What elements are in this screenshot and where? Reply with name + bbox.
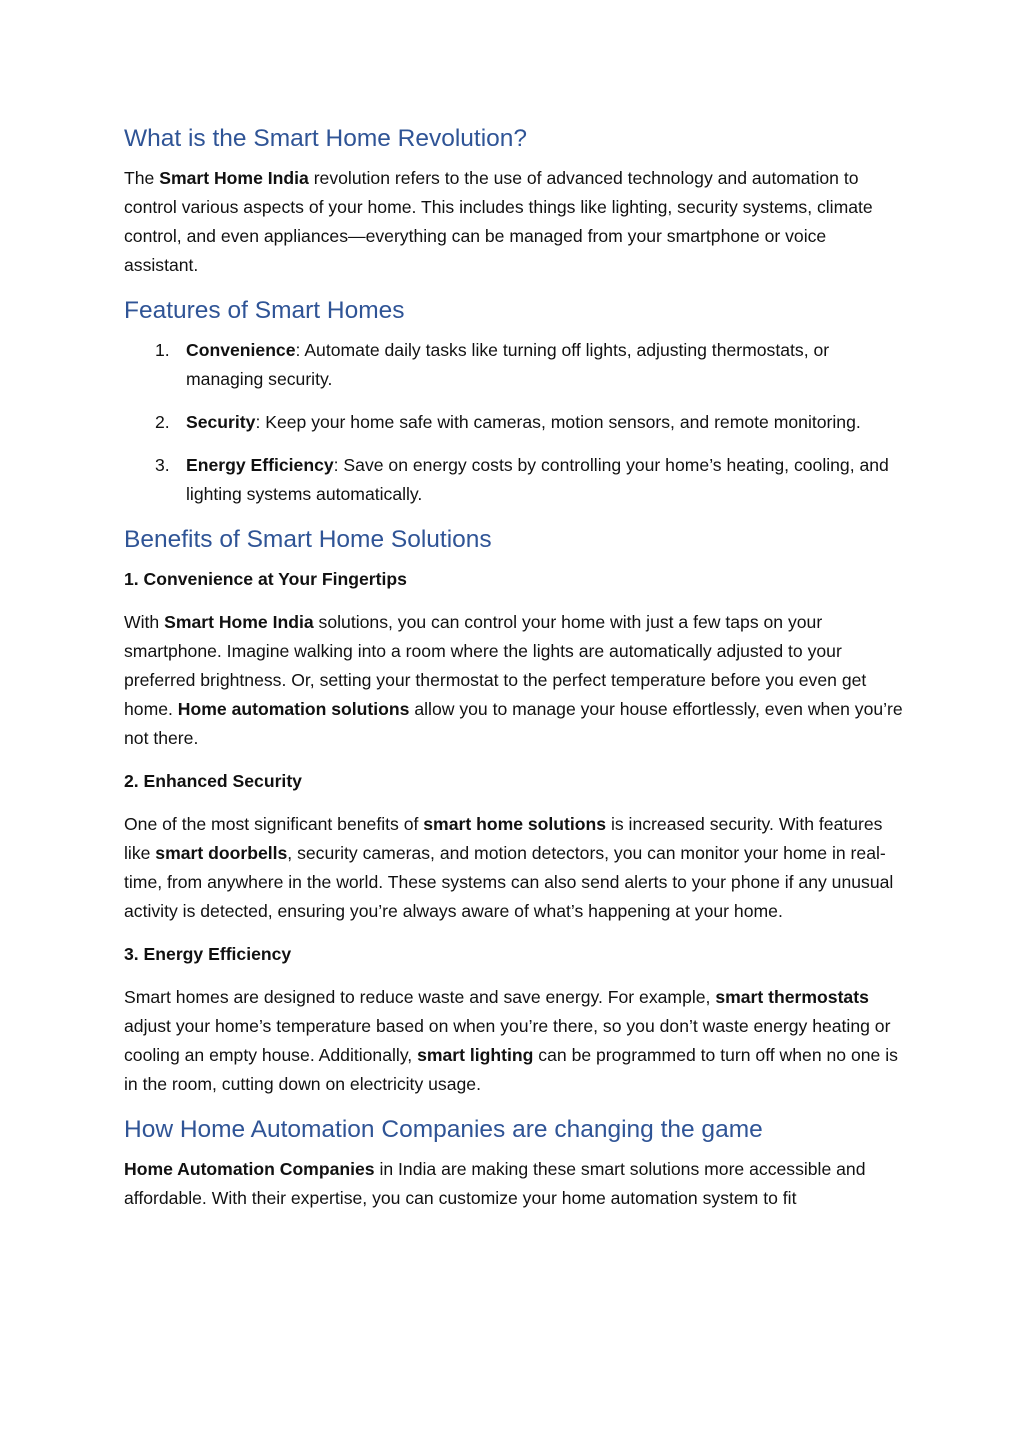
text: is increased security. With features like xyxy=(124,814,883,863)
bold-text: smart thermostats xyxy=(715,987,869,1007)
heading-benefits: Benefits of Smart Home Solutions xyxy=(124,526,492,553)
paragraph-companies xyxy=(124,1155,904,1213)
list-item xyxy=(124,408,904,437)
document-page xyxy=(124,122,904,1227)
text: can be programmed to turn off when no one is in the room, cutting down on electricity usage. xyxy=(124,1045,898,1094)
text: solutions, you can control your home with just a few taps on your smartphone. Imagine walking into a room where the lights are automatically adjusted to your preferred brightness. Or, setting your thermostat to the perfect temperature before you even get home. xyxy=(124,612,867,719)
text: With xyxy=(124,612,165,632)
paragraph-revolution-intro xyxy=(124,164,904,280)
subheading-convenience: 1. Convenience at Your Fingertips xyxy=(124,569,407,589)
features-list xyxy=(124,336,904,509)
text: allow you to manage your house effortlessly, even when you’re not there. xyxy=(124,699,903,748)
bold-text: Smart Home India xyxy=(164,612,314,632)
heading-features: Features of Smart Homes xyxy=(124,297,405,324)
text: One of the most significant benefits of xyxy=(124,814,424,834)
heading-smart-home-revolution: What is the Smart Home Revolution? xyxy=(124,125,528,152)
subheading-energy: 3. Energy Efficiency xyxy=(124,944,292,964)
list-item-title: Convenience xyxy=(186,340,296,360)
bold-text: smart doorbells xyxy=(155,843,288,863)
list-item xyxy=(124,451,904,509)
text: Smart homes are designed to reduce waste and save energy. For example, xyxy=(124,987,716,1007)
paragraph-security xyxy=(124,810,904,926)
bold-text: smart home solutions xyxy=(423,814,607,834)
bold-text: Home Automation Companies xyxy=(124,1159,375,1179)
text: revolution refers to the use of advanced technology and automation to control various aspects of your home. This includes things like lighting, security systems, climate control, and even appliances—everything can be managed from your smartphone or voice assistant. xyxy=(124,168,873,275)
heading-home-automation-companies: How Home Automation Companies are changing the game xyxy=(124,1116,763,1143)
text: The xyxy=(124,168,160,188)
list-item-text: : Save on energy costs by controlling your home’s heating, cooling, and lighting systems automatically. xyxy=(186,455,889,504)
list-number: 1. xyxy=(155,340,170,360)
subheading-security: 2. Enhanced Security xyxy=(124,771,302,791)
text: in India are making these smart solutions more accessible and affordable. With their expertise, you can customize your home automation system to fit xyxy=(124,1159,866,1208)
text: adjust your home’s temperature based on when you’re there, so you don’t waste energy heating or cooling an empty house. Additionally, xyxy=(124,1016,891,1065)
list-item-text: : Keep your home safe with cameras, motion sensors, and remote monitoring. xyxy=(255,412,861,432)
list-item-text: : Automate daily tasks like turning off lights, adjusting thermostats, or managing security. xyxy=(186,340,830,389)
paragraph-energy xyxy=(124,983,904,1099)
paragraph-convenience xyxy=(124,608,904,753)
bold-text: smart lighting xyxy=(417,1045,534,1065)
list-item-title: Security xyxy=(186,412,256,432)
list-number: 3. xyxy=(155,455,170,475)
bold-text: Smart Home India xyxy=(159,168,309,188)
text: , security cameras, and motion detectors, you can monitor your home in real-time, from anywhere in the world. These systems can also send alerts to your phone if any unusual activity is detected, ensuring you’re always aware of what’s happening at your home. xyxy=(124,843,894,921)
list-item xyxy=(124,336,904,394)
list-item-title: Energy Efficiency xyxy=(186,455,334,475)
list-number: 2. xyxy=(155,412,170,432)
bold-text: Home automation solutions xyxy=(177,699,410,719)
